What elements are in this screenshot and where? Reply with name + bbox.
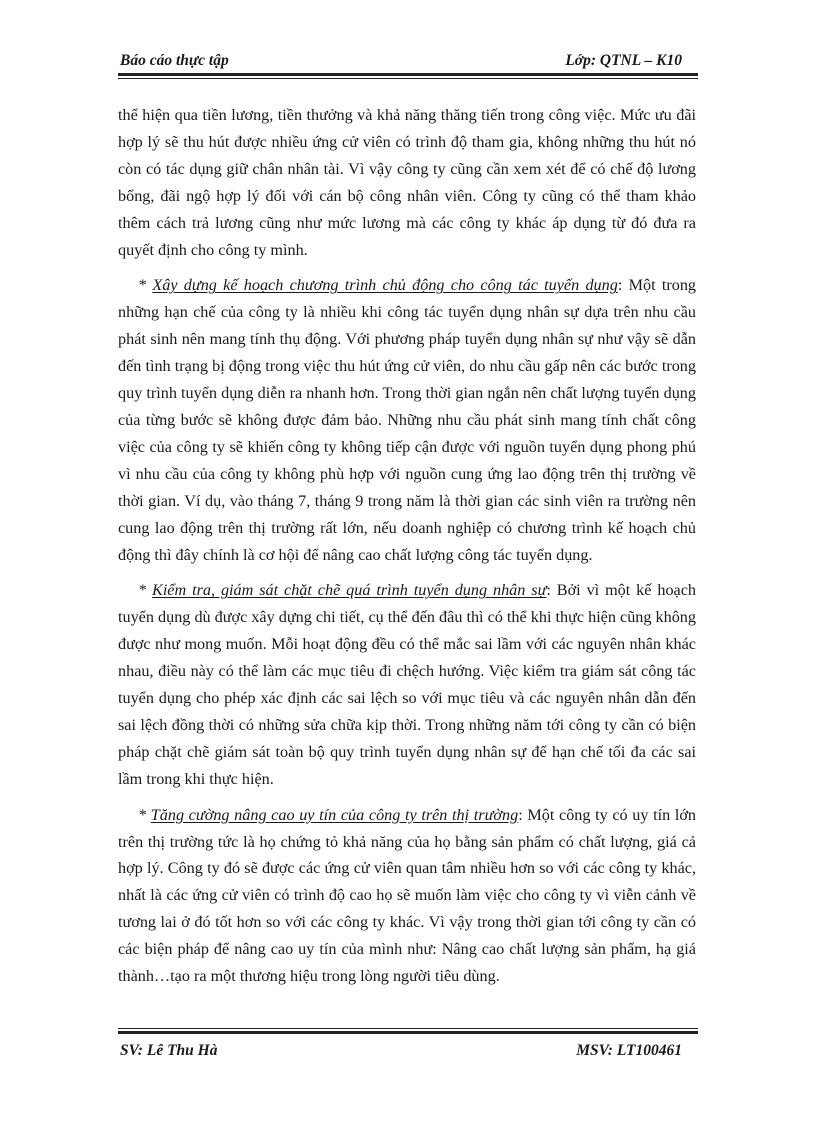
paragraph-4 [118, 802, 696, 990]
paragraph-1 [118, 102, 696, 263]
paragraph-3-heading: Kiểm tra, giám sát chặt chẽ quá trình tuyển dụng nhân sự [152, 581, 547, 600]
paragraph-2-bullet: * [138, 276, 153, 295]
paragraph-2-heading: Xây dựng kế hoạch chương trình chủ động cho công tác tuyển dụng [152, 276, 618, 295]
paragraph-4-heading: Tăng cường nâng cao uy tín của công ty trên thị trường [150, 805, 519, 824]
footer-student-name: SV: Lê Thu Hà [120, 1042, 218, 1059]
document-body [118, 102, 696, 999]
paragraph-3 [118, 577, 696, 792]
header-report-title: Báo cáo thực tập [120, 52, 229, 69]
paragraph-2-text: : Một trong những hạn chế của công ty là nhiều khi công tác tuyển dụng nhân sự dựa trên nhu cầu phát sinh nên mang tính thụ động. Với phương pháp tuyển dụng nhân sự như vậy sẽ dẫn đến tình trạng bị động trong việc thu hút ứng cử viên, do nhu cầu gấp nên các bước trong quy trình tuyển dụng diễn ra nhanh hơn. Trong thời gian ngắn nên chất lượng tuyển dụng của từng bước sẽ không được đảm bảo. Những nhu cầu phát sinh mang tính chất công việc của công ty sẽ khiến công ty không tiếp cận được với nguồn tuyển dụng phong phú vì nhu cầu của công ty không phù hợp với nguồn cung ứng lao động trên thị trường về thời gian. Ví dụ, vào tháng 7, tháng 9 trong năm là thời gian các sinh viên ra trường nên cung lao động trên thị trường rất lớn, nếu doanh nghiệp có chương trình kế hoạch chủ động thì đây chính là cơ hội để nâng cao chất lượng công tác tuyển dụng. [118, 276, 697, 564]
paragraph-1-text: thể hiện qua tiền lương, tiền thưởng và khả năng thăng tiến trong công việc. Mức ưu đãi hợp lý sẽ thu hút được nhiều ứng cử viên có trình độ tham gia, không những thu hút nó còn có tác dụng giữ chân nhân tài. Vì vậy công ty cũng cần xem xét để có chế độ lương bổng, đãi ngộ hợp lý đối với cán bộ công nhân viên. Công ty cũng có thể tham khảo thêm cách trả lương cũng như mức lương mà các công ty khác áp dụng từ đó đưa ra quyết định cho công ty mình. [118, 106, 696, 259]
paragraph-3-text: : Bởi vì một kế hoạch tuyển dụng dù được xây dựng chi tiết, cụ thể đến đâu thì có thể khi thực hiện cũng không được như mong muốn. Mỗi hoạt động đều có thể mắc sai lầm với các nguyên nhân khác nhau, điều này có thể làm các mục tiêu đi chệch hướng. Việc kiểm tra giám sát công tác tuyển dụng cho phép xác định các sai lệch so với mục tiêu và các nguyên nhân dẫn đến sai lệch đồng thời có những sửa chữa kịp thời. Trong những năm tới công ty cần có biện pháp chặt chẽ giám sát toàn bộ quy trình tuyển dụng nhân sự để hạn chế tối đa các sai lầm trong khi thực hiện. [118, 581, 697, 788]
paragraph-2 [118, 272, 696, 568]
header-rule-thick [118, 73, 698, 76]
page-footer [118, 1040, 698, 1066]
paragraph-4-bullet: * [138, 805, 151, 824]
footer-rule-thick [118, 1031, 698, 1034]
footer-student-id: MSV: LT100461 [576, 1042, 682, 1059]
header-rule-thin [118, 78, 698, 79]
paragraph-3-bullet: * [138, 581, 153, 600]
paragraph-4-text: : Một công ty có uy tín lớn trên thị trường tức là họ chứng tỏ khả năng của họ bằng sản phẩm có chất lượng, giá cả hợp lý. Công ty đó sẽ được các ứng cử viên quan tâm nhiều hơn so với các công ty khác, nhất là các ứng cử viên có trình độ cao họ sẽ muốn làm việc cho công ty vì viễn cảnh về tương lai ở đó tốt hơn so với các công ty khác. Vì vậy trong thời gian tới công ty cần có các biện pháp để nâng cao uy tín của mình như: Nâng cao chất lượng sản phẩm, hạ giá thành…tạo ra một thương hiệu trong lòng người tiêu dùng. [118, 805, 696, 986]
footer-rule-thin [118, 1028, 698, 1029]
header-class-label: Lớp: QTNL – K10 [565, 52, 682, 69]
